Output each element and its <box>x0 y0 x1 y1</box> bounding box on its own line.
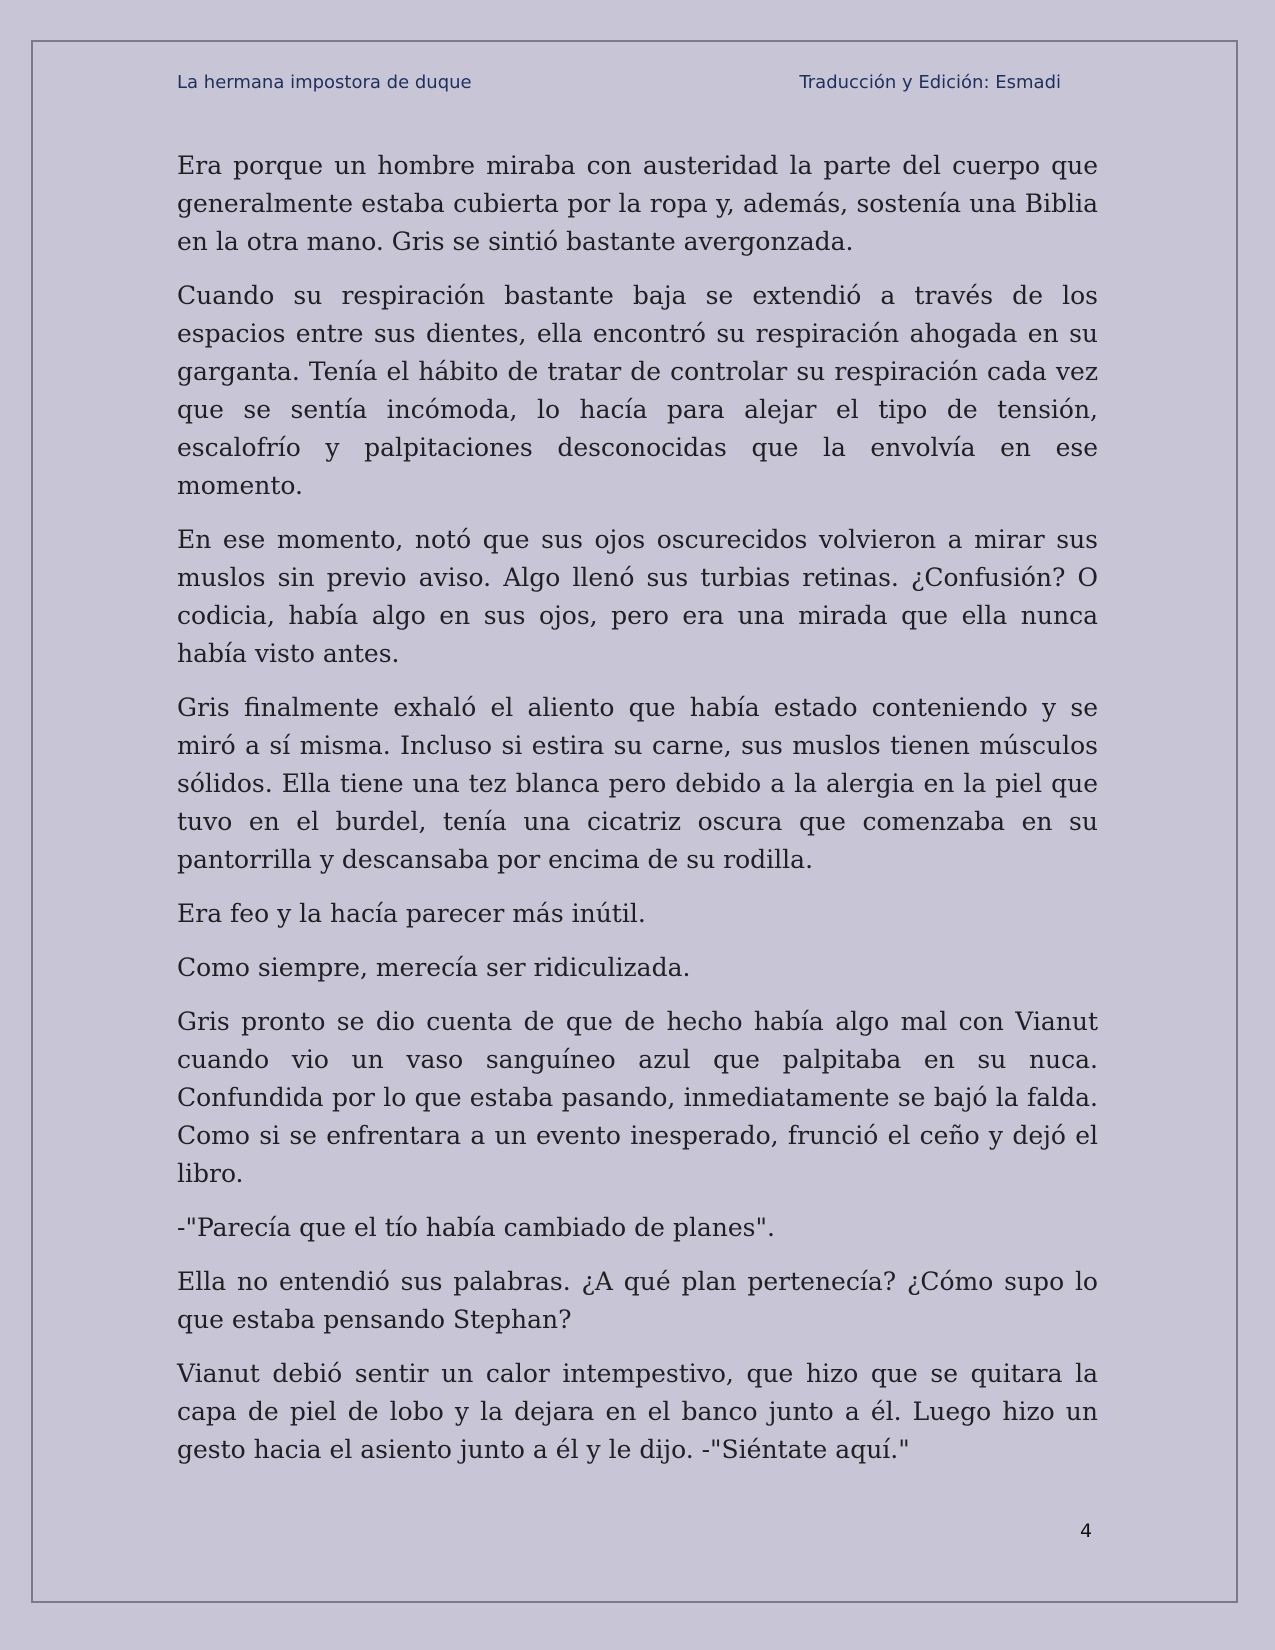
chapter-body <box>177 147 1098 1485</box>
paragraph: Era porque un hombre miraba con austeridad la parte del cuerpo que generalmente estaba cubierta por la ropa y, además, sostenía una Biblia en la otra mano. Gris se sintió bastante avergonzada. <box>177 151 1098 256</box>
running-header <box>177 72 1061 102</box>
paragraph: En ese momento, notó que sus ojos oscurecidos volvieron a mirar sus muslos sin previo aviso. Algo llenó sus turbias retinas. ¿Confusión? O codicia, había algo en sus ojos, pero era una mirada que ella nunca había visto antes. <box>177 525 1098 668</box>
paragraph: Era feo y la hacía parecer más inútil. <box>177 899 646 928</box>
page-number: 4 <box>1080 1520 1093 1542</box>
paragraph: Como siempre, merecía ser ridiculizada. <box>177 953 691 982</box>
paragraph: Gris finalmente exhaló el aliento que había estado conteniendo y se miró a sí misma. Incluso si estira su carne, sus muslos tienen músculos sólidos. Ella tiene una tez blanca pero debido a la alergia en la piel que tuvo en el burdel, tenía una cicatriz oscura que comenzaba en su pantorrilla y descansaba por encima de su rodilla. <box>177 693 1098 874</box>
book-title: La hermana impostora de duque <box>177 72 472 93</box>
translation-credit: Traducción y Edición: Esmadi <box>799 72 1061 93</box>
paragraph: -"Parecía que el tío había cambiado de planes". <box>177 1213 775 1242</box>
paragraph: Cuando su respiración bastante baja se extendió a través de los espacios entre sus dientes, ella encontró su respiración ahogada en su garganta. Tenía el hábito de tratar de controlar su respiración cada vez que se sentía incómoda, lo hacía para alejar el tipo de tensión, escalofrío y palpitaciones desconocidas que la envolvía en ese momento. <box>177 281 1098 500</box>
paragraph: Gris pronto se dio cuenta de que de hecho había algo mal con Vianut cuando vio un vaso sanguíneo azul que palpitaba en su nuca. Confundida por lo que estaba pasando, inmediatamente se bajó la falda. Como si se enfrentara a un evento inesperado, frunció el ceño y dejó el libro. <box>177 1007 1098 1188</box>
paragraph: Ella no entendió sus palabras. ¿A qué plan pertenecía? ¿Cómo supo lo que estaba pensando Stephan? <box>177 1267 1098 1334</box>
paragraph: Vianut debió sentir un calor intempestivo, que hizo que se quitara la capa de piel de lobo y la dejara en el banco junto a él. Luego hizo un gesto hacia el asiento junto a él y le dijo. -"Siéntate aquí." <box>177 1359 1098 1464</box>
